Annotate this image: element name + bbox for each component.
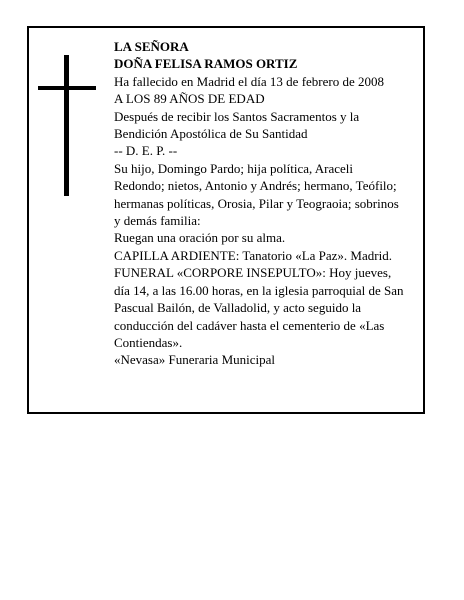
cross-horizontal-bar — [38, 86, 96, 90]
notice-title: LA SEÑORA — [114, 39, 189, 54]
cross-vertical-bar — [64, 55, 69, 196]
rip-line: -- D. E. P. -- — [114, 143, 178, 159]
chapel-line: CAPILLA ARDIENTE: Tanatorio «La Paz». Madrid. — [114, 247, 392, 263]
funeral-home-line: «Nevasa» Funeraria Municipal — [114, 352, 276, 368]
sacraments-line: Después de recibir los Santos Sacramentos y la Bendición Apostólica de Su Santidad — [114, 108, 360, 142]
obituary-text — [114, 38, 404, 369]
deceased-name: DOÑA FELISA RAMOS ORTIZ — [114, 56, 298, 72]
age-line: A LOS 89 AÑOS DE EDAD — [114, 91, 265, 107]
prayer-line: Ruegan una oración por su alma. — [114, 230, 286, 246]
death-announcement: Ha fallecido en Madrid el día 13 de febrero de 2008 — [114, 73, 385, 89]
funeral-line: FUNERAL «CORPORE INSEPULTO»: Hoy jueves, día 14, a las 16.00 horas, en la iglesia parroquial de San Pascual Bailón, de Valladolid, y acto seguido la conducción del cadáver hasta el cementerio de «Las Contiendas». — [114, 265, 404, 350]
family-line: Su hijo, Domingo Pardo; hija política, Araceli Redondo; nietos, Antonio y Andrés; hermano, Teófilo; hermanas políticas, Orosia, Pilar y Teograoia; sobrinos y demás familia: — [114, 160, 399, 229]
